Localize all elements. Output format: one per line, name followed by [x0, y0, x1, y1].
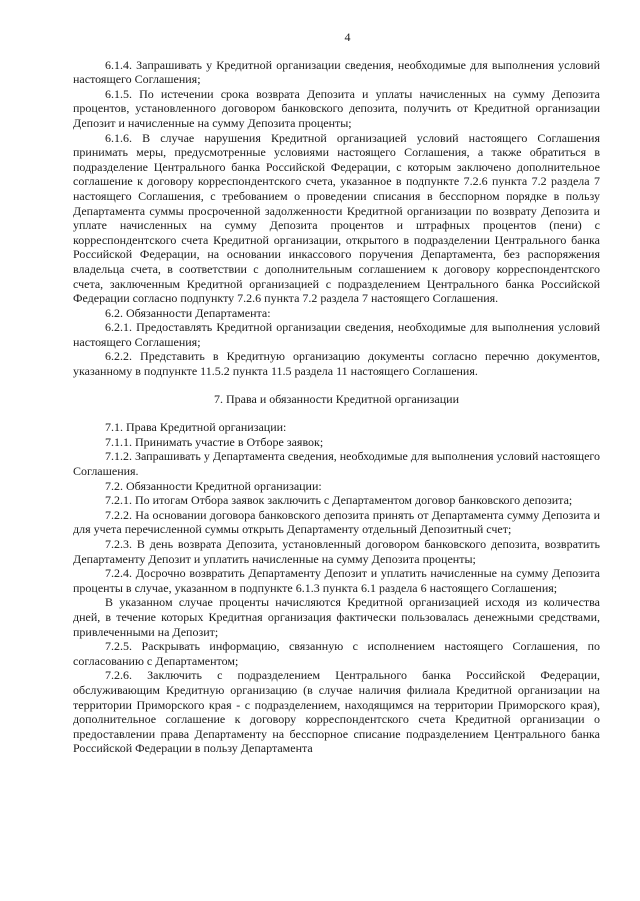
- clause-7-2-5: 7.2.5. Раскрывать информацию, связанную с исполнением настоящего Соглашения, по согласованию с Департаментом;: [73, 639, 600, 668]
- clause-7-1-1: 7.1.1. Принимать участие в Отборе заявок;: [105, 434, 324, 449]
- section-title: 7. Права и обязанности Кредитной организации: [214, 391, 459, 406]
- clause-7-2-1: 7.2.1. По итогам Отбора заявок заключить с Департаментом договор банковского депозита;: [105, 493, 573, 508]
- clause-7-1: 7.1. Права Кредитной организации:: [105, 420, 287, 435]
- clause-6-2: 6.2. Обязанности Департамента:: [105, 305, 271, 320]
- clause-7-2-4-note: В указанном случае проценты начисляются Кредитной организацией исходя из количества дней, в течение которых Кредитная организация фактически пользовалась денежными средствами, привлеченными на Депозит;: [73, 595, 600, 639]
- clause-6-2-2: 6.2.2. Представить в Кредитную организацию документы согласно перечню документов, указанному в подпункте 11.5.2 пункта 11.5 раздела 11 настоящего Соглашения.: [73, 349, 600, 379]
- clause-7-2: 7.2. Обязанности Кредитной организации:: [105, 478, 322, 493]
- clause-7-2-4: 7.2.4. Досрочно возвратить Департаменту Депозит и уплатить начисленные на сумму Депозита проценты в случае, указанном в подпункте 6.1.3 пункта 6.1 раздела 6 настоящего Соглашения;: [73, 566, 600, 595]
- clause-7-2-2: 7.2.2. На основании договора банковского депозита принять от Департамента сумму Депозита и для учета перечисленной суммы открыть Департаменту отдельный Депозитный счет;: [73, 507, 600, 537]
- page-number: 4: [344, 30, 351, 44]
- clause-6-1-4: 6.1.4. Запрашивать у Кредитной организации сведения, необходимые для выполнения условий настоящего Соглашения;: [73, 57, 600, 87]
- clause-7-2-3: 7.2.3. В день возврата Депозита, установленный договором банковского депозита, возвратить Департаменту Депозит и уплатить начисленные на сумму Депозита проценты;: [73, 537, 600, 566]
- clause-6-1-6: 6.1.6. В случае нарушения Кредитной организацией условий настоящего Соглашения принимать меры, предусмотренные условиями настоящего Соглашения, а также обратиться в подразделение Центрального банка Российской Федерации, с которым заключено дополнительное соглашение к договору корреспондентского счета, указанное в подпункте 7.2.6 пункта 7.2 раздела 7 настоящего Соглашения, с требованием о проведении списания в бесспорном порядке в пользу Департамента суммы просроченной задолженности Кредитной организации по возврату Депозита и уплате начисленных на сумму Депозита процентов и штрафных процентов (пени) с корреспондентского счета Кредитной организации, открытого в подразделении Центрального банка Российской Федерации, на основании инкассового поручения Департамента, без распоряжения владельца счета, в соответствии с дополнительным соглашением к договору корреспондентского счета, заключенным Кредитной организацией с подразделением Центрального банка Российской Федерации согласно подпункту 7.2.6 пункта 7.2 раздела 7 настоящего Соглашения.: [73, 130, 600, 306]
- clause-7-1-2: 7.1.2. Запрашивать у Департамента сведения, необходимые для выполнения условий настоящего Соглашения.: [73, 449, 601, 479]
- clause-7-2-6: 7.2.6. Заключить с подразделением Центрального банка Российской Федерации, обслуживающим Кредитную организацию (в случае наличия филиала Кредитной организации на территории Приморского края - с подразделением, находящимся на территории Приморского края), дополнительное соглашение к договору корреспондентского счета Кредитной организации о предоставлении права Департаменту на бесспорное списание подразделением Центрального банка Российской Федерации в пользу Департамента: [73, 668, 600, 756]
- clause-6-2-1: 6.2.1. Предоставлять Кредитной организации сведения, необходимые для выполнения условий настоящего Соглашения;: [73, 320, 600, 349]
- clause-6-1-5: 6.1.5. По истечении срока возврата Депозита и уплаты начисленных на сумму Депозита процентов, установленного договором банковского депозита, получить от Кредитной организации Депозит и начисленные на сумму Депозита проценты;: [73, 86, 600, 130]
